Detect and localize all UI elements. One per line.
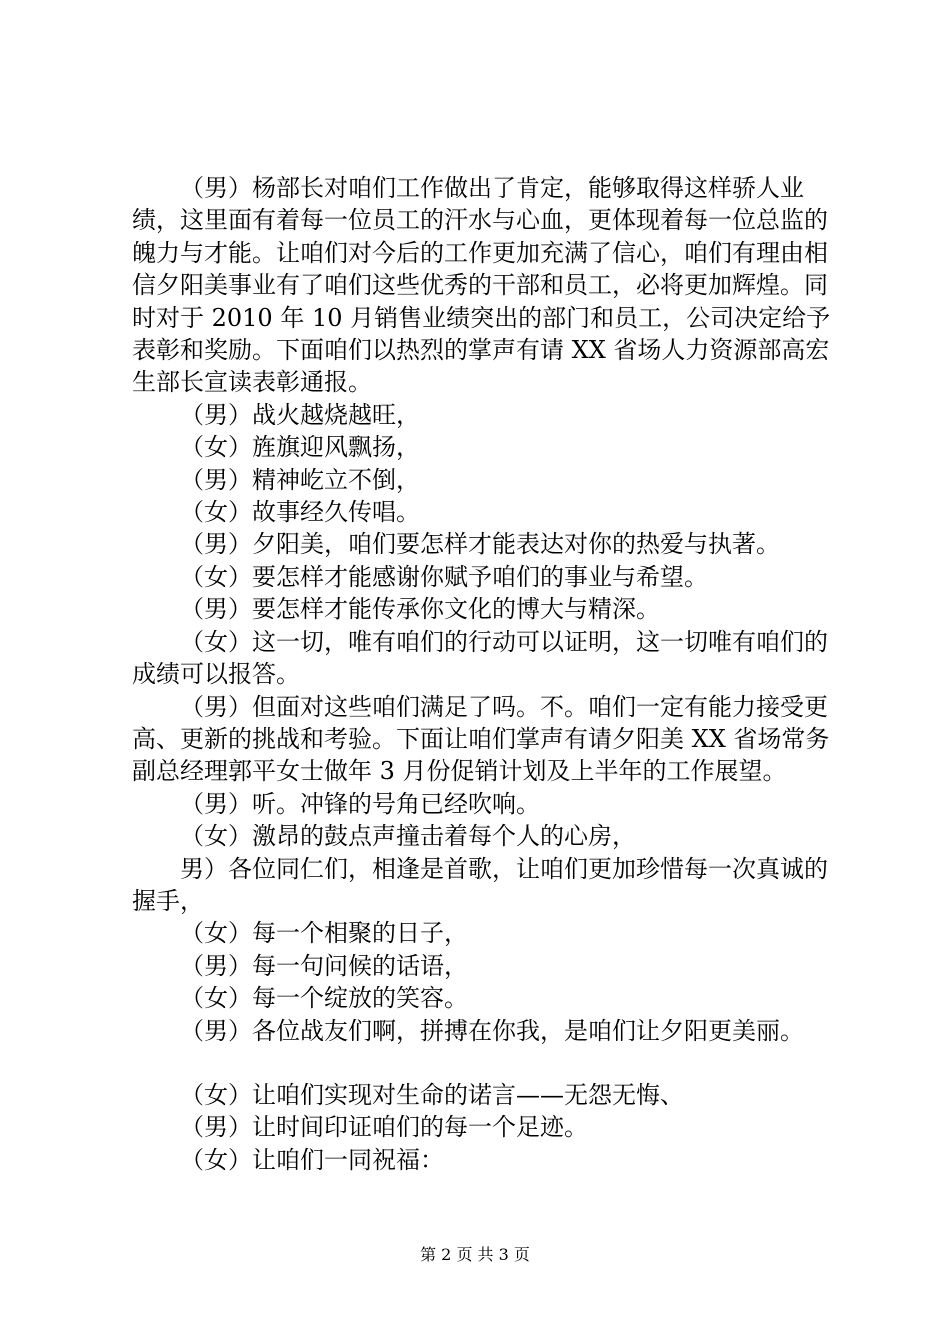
paragraph: （男）精神屹立不倒， bbox=[180, 465, 420, 494]
paragraph: （女）每一个相聚的日子， bbox=[180, 919, 468, 948]
paragraph: （女）故事经久传唱。 bbox=[180, 498, 420, 527]
paragraph: （女）这一切，唯有咱们的行动可以证明，这一切唯有咱们的成绩可以报答。 bbox=[132, 627, 828, 689]
paragraph: （女）让咱们一同祝福： bbox=[180, 1145, 444, 1174]
paragraph: 男）各位同仁们，相逢是首歌，让咱们更加珍惜每一次真诚的握手， bbox=[132, 854, 828, 915]
paragraph: （男）每一句问候的话语， bbox=[180, 951, 468, 980]
paragraph: （女）旌旗迎风飘扬， bbox=[180, 433, 420, 462]
paragraph: （男）各位战友们啊，拼搏在你我，是咱们让夕阳更美丽。 bbox=[180, 1016, 804, 1045]
paragraph: （男）要怎样才能传承你文化的博大与精深。 bbox=[180, 595, 660, 624]
paragraph: （男）让时间印证咱们的每一个足迹。 bbox=[180, 1113, 588, 1142]
paragraph: （男）听。冲锋的号角已经吹响。 bbox=[180, 789, 540, 818]
page-footer: 第 2 页 共 3 页 bbox=[420, 1245, 530, 1264]
paragraph: （女）激昂的鼓点声撞击着每个人的心房， bbox=[180, 822, 636, 851]
paragraph: （女）每一个绽放的笑容。 bbox=[180, 984, 468, 1013]
paragraph: （男）夕阳美，咱们要怎样才能表达对你的热爱与执著。 bbox=[180, 530, 780, 559]
paragraph: （男）但面对这些咱们满足了吗。不。咱们一定有能力接受更高、更新的挑战和考验。下面让咱们掌声有请夕阳美 XX 省场常务副总经理郭平女士做年 3 月份促销计划及上半年的工作展望。 bbox=[132, 692, 830, 786]
paragraph: （女）让咱们实现对生命的诺言——无怨无悔、 bbox=[180, 1080, 684, 1109]
paragraph: （男）战火越烧越旺， bbox=[180, 400, 420, 429]
document-body bbox=[132, 172, 842, 1176]
paragraph: （男）杨部长对咱们工作做出了肯定，能够取得这样骄人业绩，这里面有着每一位员工的汗水与心血，更体现着每一位总监的魄力与才能。让咱们对今后的工作更加充满了信心，咱们有理由相信夕阳美事业有了咱们这些优秀的干部和员工，必将更加辉煌。同时对于 2010 年 10 月销售业绩突出的部门和员工，公司决定给予表彰和奖励。下面咱们以热烈的掌声有请 XX 省场人力资源部高宏生部长宣读表彰通报。 bbox=[132, 174, 831, 397]
paragraph: （女）要怎样才能感谢你赋予咱们的事业与希望。 bbox=[180, 562, 708, 591]
